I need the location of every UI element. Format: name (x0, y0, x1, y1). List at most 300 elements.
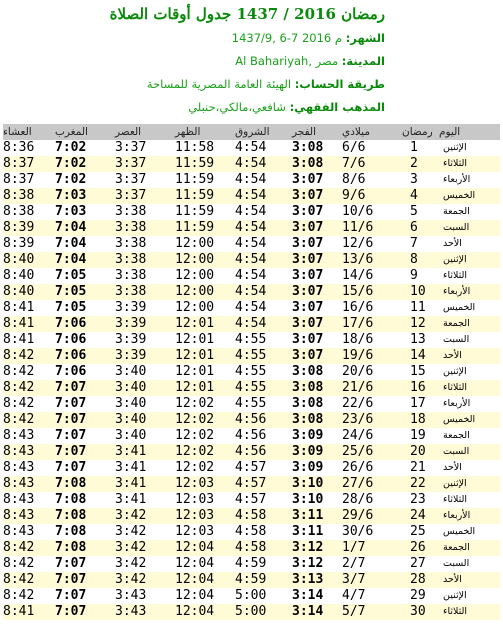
city-info (0, 53, 503, 69)
cell-sunrise: 4:54 (235, 252, 292, 268)
cell-maghrib: 7:06 (55, 316, 115, 332)
cell-day: الأربعاء (439, 284, 500, 300)
cell-day: الخميس (439, 524, 500, 540)
col-header-maghrib: المغرب (55, 124, 115, 140)
cell-isha: 8:41 (3, 332, 55, 348)
col-header-dhuhr: الظهر (175, 124, 235, 140)
prayer-times-table (3, 124, 500, 620)
cell-fajr: 3:08 (292, 396, 342, 412)
cell-maghrib: 7:07 (55, 460, 115, 476)
cell-ramadan: 20 (402, 444, 439, 460)
cell-ramadan: 22 (402, 476, 439, 492)
col-header-fajr: الفجر (292, 124, 342, 140)
cell-dhuhr: 11:59 (175, 172, 235, 188)
cell-gregorian: 1/7 (342, 540, 402, 556)
cell-fajr: 3:08 (292, 380, 342, 396)
cell-dhuhr: 12:04 (175, 556, 235, 572)
cell-isha: 8:42 (3, 540, 55, 556)
cell-dhuhr: 12:00 (175, 236, 235, 252)
cell-gregorian: 13/6 (342, 252, 402, 268)
cell-isha: 8:43 (3, 476, 55, 492)
table-row (3, 300, 500, 316)
month-label: الشهر: (345, 31, 385, 45)
cell-asr: 3:40 (115, 364, 175, 380)
cell-maghrib: 7:08 (55, 492, 115, 508)
cell-maghrib: 7:03 (55, 188, 115, 204)
cell-ramadan: 29 (402, 588, 439, 604)
cell-maghrib: 7:07 (55, 428, 115, 444)
cell-asr: 3:37 (115, 172, 175, 188)
cell-fajr: 3:07 (292, 332, 342, 348)
cell-fajr: 3:07 (292, 300, 342, 316)
cell-dhuhr: 12:04 (175, 588, 235, 604)
city-value: Al Bahariyah, مصر (235, 54, 339, 68)
table-row (3, 444, 500, 460)
cell-dhuhr: 12:03 (175, 524, 235, 540)
cell-day: الخميس (439, 300, 500, 316)
cell-ramadan: 24 (402, 508, 439, 524)
cell-gregorian: 19/6 (342, 348, 402, 364)
cell-ramadan: 1 (402, 140, 439, 156)
cell-asr: 3:42 (115, 508, 175, 524)
cell-ramadan: 8 (402, 252, 439, 268)
cell-dhuhr: 12:02 (175, 428, 235, 444)
cell-sunrise: 4:57 (235, 476, 292, 492)
cell-ramadan: 26 (402, 540, 439, 556)
cell-asr: 3:40 (115, 380, 175, 396)
cell-isha: 8:43 (3, 524, 55, 540)
cell-gregorian: 22/6 (342, 396, 402, 412)
cell-sunrise: 4:54 (235, 236, 292, 252)
cell-day: الثلاثاء (439, 380, 500, 396)
table-row (3, 556, 500, 572)
cell-fajr: 3:12 (292, 556, 342, 572)
cell-sunrise: 4:57 (235, 492, 292, 508)
cell-gregorian: 11/6 (342, 220, 402, 236)
cell-gregorian: 14/6 (342, 268, 402, 284)
cell-sunrise: 4:54 (235, 284, 292, 300)
cell-fajr: 3:07 (292, 284, 342, 300)
cell-isha: 8:41 (3, 316, 55, 332)
cell-ramadan: 14 (402, 348, 439, 364)
cell-isha: 8:42 (3, 380, 55, 396)
cell-dhuhr: 11:59 (175, 220, 235, 236)
cell-ramadan: 30 (402, 604, 439, 620)
cell-isha: 8:41 (3, 604, 55, 620)
cell-sunrise: 4:59 (235, 572, 292, 588)
table-body (3, 140, 500, 620)
cell-dhuhr: 12:00 (175, 284, 235, 300)
cell-dhuhr: 12:00 (175, 300, 235, 316)
cell-sunrise: 4:56 (235, 412, 292, 428)
table-row (3, 412, 500, 428)
cell-dhuhr: 12:01 (175, 316, 235, 332)
cell-gregorian: 21/6 (342, 380, 402, 396)
cell-fajr: 3:07 (292, 252, 342, 268)
cell-asr: 3:40 (115, 396, 175, 412)
cell-dhuhr: 12:02 (175, 396, 235, 412)
cell-sunrise: 4:56 (235, 428, 292, 444)
cell-dhuhr: 12:01 (175, 332, 235, 348)
madhab-value: شافعي،مالكي،حنبلي (188, 100, 286, 114)
cell-asr: 3:39 (115, 332, 175, 348)
cell-dhuhr: 12:02 (175, 460, 235, 476)
cell-isha: 8:41 (3, 300, 55, 316)
cell-sunrise: 4:58 (235, 524, 292, 540)
cell-ramadan: 10 (402, 284, 439, 300)
table-row (3, 348, 500, 364)
cell-maghrib: 7:08 (55, 540, 115, 556)
madhab-info (0, 99, 503, 115)
table-row (3, 268, 500, 284)
cell-asr: 3:37 (115, 188, 175, 204)
cell-fajr: 3:07 (292, 348, 342, 364)
cell-isha: 8:36 (3, 140, 55, 156)
table-row (3, 540, 500, 556)
cell-ramadan: 2 (402, 156, 439, 172)
cell-isha: 8:40 (3, 252, 55, 268)
cell-sunrise: 4:59 (235, 556, 292, 572)
cell-isha: 8:42 (3, 572, 55, 588)
method-info (0, 76, 503, 92)
cell-isha: 8:42 (3, 364, 55, 380)
cell-asr: 3:38 (115, 268, 175, 284)
cell-dhuhr: 12:03 (175, 492, 235, 508)
cell-dhuhr: 12:02 (175, 444, 235, 460)
cell-fajr: 3:14 (292, 588, 342, 604)
cell-gregorian: 24/6 (342, 428, 402, 444)
cell-isha: 8:43 (3, 492, 55, 508)
city-label: المدينة: (341, 54, 385, 68)
cell-sunrise: 4:55 (235, 348, 292, 364)
cell-sunrise: 4:54 (235, 268, 292, 284)
cell-sunrise: 4:54 (235, 300, 292, 316)
cell-fajr: 3:08 (292, 364, 342, 380)
table-row (3, 204, 500, 220)
cell-fajr: 3:12 (292, 540, 342, 556)
cell-gregorian: 10/6 (342, 204, 402, 220)
cell-day: الأربعاء (439, 172, 500, 188)
cell-isha: 8:43 (3, 460, 55, 476)
cell-isha: 8:39 (3, 220, 55, 236)
table-row (3, 172, 500, 188)
cell-isha: 8:40 (3, 284, 55, 300)
cell-gregorian: 30/6 (342, 524, 402, 540)
cell-ramadan: 6 (402, 220, 439, 236)
table-row (3, 316, 500, 332)
table-row (3, 284, 500, 300)
cell-gregorian: 26/6 (342, 460, 402, 476)
cell-day: الثلاثاء (439, 492, 500, 508)
col-header-ramadan: رمضان (402, 124, 439, 140)
cell-fajr: 3:07 (292, 236, 342, 252)
cell-sunrise: 5:00 (235, 604, 292, 620)
cell-ramadan: 5 (402, 204, 439, 220)
cell-gregorian: 4/7 (342, 588, 402, 604)
cell-fajr: 3:07 (292, 204, 342, 220)
cell-asr: 3:43 (115, 604, 175, 620)
cell-dhuhr: 12:04 (175, 540, 235, 556)
cell-isha: 8:42 (3, 556, 55, 572)
cell-asr: 3:43 (115, 588, 175, 604)
cell-gregorian: 16/6 (342, 300, 402, 316)
cell-day: الخميس (439, 412, 500, 428)
cell-gregorian: 23/6 (342, 412, 402, 428)
cell-gregorian: 6/6 (342, 140, 402, 156)
cell-isha: 8:40 (3, 268, 55, 284)
table-row (3, 396, 500, 412)
cell-day: السبت (439, 332, 500, 348)
cell-ramadan: 17 (402, 396, 439, 412)
madhab-label: المذهب الفقهي: (289, 100, 385, 114)
table-row (3, 588, 500, 604)
cell-sunrise: 4:54 (235, 140, 292, 156)
cell-isha: 8:43 (3, 444, 55, 460)
table-row (3, 460, 500, 476)
cell-fajr: 3:11 (292, 524, 342, 540)
table-row (3, 572, 500, 588)
cell-asr: 3:41 (115, 476, 175, 492)
cell-sunrise: 4:55 (235, 364, 292, 380)
cell-gregorian: 18/6 (342, 332, 402, 348)
cell-gregorian: 3/7 (342, 572, 402, 588)
cell-day: الجمعة (439, 316, 500, 332)
table-row (3, 604, 500, 620)
cell-asr: 3:41 (115, 492, 175, 508)
cell-asr: 3:42 (115, 540, 175, 556)
col-header-asr: العصر (115, 124, 175, 140)
table-row (3, 492, 500, 508)
cell-sunrise: 4:55 (235, 396, 292, 412)
cell-maghrib: 7:05 (55, 284, 115, 300)
cell-fajr: 3:10 (292, 492, 342, 508)
cell-fajr: 3:07 (292, 188, 342, 204)
cell-maghrib: 7:07 (55, 572, 115, 588)
cell-maghrib: 7:07 (55, 412, 115, 428)
cell-isha: 8:43 (3, 428, 55, 444)
cell-isha: 8:42 (3, 412, 55, 428)
cell-maghrib: 7:04 (55, 220, 115, 236)
cell-fajr: 3:08 (292, 412, 342, 428)
cell-dhuhr: 12:01 (175, 348, 235, 364)
cell-sunrise: 4:55 (235, 332, 292, 348)
cell-day: الإثنين (439, 140, 500, 156)
cell-sunrise: 4:54 (235, 204, 292, 220)
cell-fajr: 3:07 (292, 172, 342, 188)
cell-fajr: 3:08 (292, 156, 342, 172)
cell-fajr: 3:14 (292, 604, 342, 620)
table-row (3, 236, 500, 252)
cell-fajr: 3:10 (292, 476, 342, 492)
cell-isha: 8:38 (3, 188, 55, 204)
cell-asr: 3:38 (115, 220, 175, 236)
cell-maghrib: 7:07 (55, 556, 115, 572)
cell-maghrib: 7:03 (55, 204, 115, 220)
cell-maghrib: 7:02 (55, 172, 115, 188)
cell-day: السبت (439, 556, 500, 572)
cell-isha: 8:37 (3, 156, 55, 172)
cell-day: الإثنين (439, 588, 500, 604)
cell-maghrib: 7:08 (55, 476, 115, 492)
cell-day: السبت (439, 444, 500, 460)
cell-ramadan: 3 (402, 172, 439, 188)
cell-day: الإثنين (439, 364, 500, 380)
table-row (3, 140, 500, 156)
cell-sunrise: 4:54 (235, 188, 292, 204)
cell-dhuhr: 12:00 (175, 268, 235, 284)
table-row (3, 332, 500, 348)
cell-dhuhr: 12:02 (175, 412, 235, 428)
cell-dhuhr: 11:59 (175, 188, 235, 204)
cell-gregorian: 2/7 (342, 556, 402, 572)
cell-maghrib: 7:06 (55, 348, 115, 364)
cell-maghrib: 7:07 (55, 396, 115, 412)
cell-day: الثلاثاء (439, 156, 500, 172)
cell-fajr: 3:09 (292, 460, 342, 476)
cell-maghrib: 7:08 (55, 508, 115, 524)
cell-fajr: 3:07 (292, 268, 342, 284)
cell-ramadan: 11 (402, 300, 439, 316)
cell-sunrise: 4:57 (235, 460, 292, 476)
table-header-row (3, 124, 500, 140)
cell-ramadan: 18 (402, 412, 439, 428)
cell-sunrise: 4:54 (235, 172, 292, 188)
cell-maghrib: 7:06 (55, 332, 115, 348)
cell-asr: 3:41 (115, 460, 175, 476)
col-header-gregorian: ميلادي (342, 124, 402, 140)
cell-ramadan: 21 (402, 460, 439, 476)
table-row (3, 476, 500, 492)
table-row (3, 156, 500, 172)
cell-day: الأحد (439, 236, 500, 252)
cell-asr: 3:39 (115, 316, 175, 332)
cell-asr: 3:42 (115, 524, 175, 540)
cell-ramadan: 27 (402, 556, 439, 572)
method-value: الهيئة العامة المصرية للمساحة (146, 77, 292, 91)
header (0, 4, 503, 122)
cell-gregorian: 8/6 (342, 172, 402, 188)
cell-sunrise: 4:54 (235, 156, 292, 172)
cell-day: الجمعة (439, 204, 500, 220)
cell-asr: 3:39 (115, 348, 175, 364)
cell-dhuhr: 12:00 (175, 252, 235, 268)
cell-fajr: 3:13 (292, 572, 342, 588)
cell-isha: 8:39 (3, 236, 55, 252)
cell-ramadan: 9 (402, 268, 439, 284)
cell-isha: 8:42 (3, 348, 55, 364)
cell-day: الأربعاء (439, 396, 500, 412)
table-row (3, 524, 500, 540)
cell-asr: 3:42 (115, 556, 175, 572)
cell-gregorian: 5/7 (342, 604, 402, 620)
cell-maghrib: 7:07 (55, 444, 115, 460)
cell-gregorian: 20/6 (342, 364, 402, 380)
cell-asr: 3:38 (115, 236, 175, 252)
cell-maghrib: 7:04 (55, 236, 115, 252)
cell-day: الأحد (439, 460, 500, 476)
cell-fajr: 3:09 (292, 428, 342, 444)
cell-sunrise: 4:54 (235, 220, 292, 236)
table-row (3, 252, 500, 268)
cell-maghrib: 7:07 (55, 604, 115, 620)
cell-maghrib: 7:05 (55, 300, 115, 316)
cell-ramadan: 16 (402, 380, 439, 396)
cell-gregorian: 9/6 (342, 188, 402, 204)
cell-asr: 3:38 (115, 284, 175, 300)
cell-dhuhr: 11:58 (175, 140, 235, 156)
cell-gregorian: 15/6 (342, 284, 402, 300)
cell-dhuhr: 11:59 (175, 204, 235, 220)
table-row (3, 508, 500, 524)
cell-dhuhr: 12:01 (175, 380, 235, 396)
month-value: 1437/9, 6-7 2016 م (231, 31, 343, 45)
cell-asr: 3:40 (115, 412, 175, 428)
cell-sunrise: 4:55 (235, 380, 292, 396)
cell-gregorian: 12/6 (342, 236, 402, 252)
cell-dhuhr: 11:59 (175, 156, 235, 172)
cell-maghrib: 7:02 (55, 140, 115, 156)
cell-day: الجمعة (439, 540, 500, 556)
cell-dhuhr: 12:03 (175, 476, 235, 492)
cell-day: الأربعاء (439, 508, 500, 524)
table-row (3, 428, 500, 444)
cell-fajr: 3:11 (292, 508, 342, 524)
cell-asr: 3:37 (115, 140, 175, 156)
cell-maghrib: 7:05 (55, 268, 115, 284)
table-row (3, 380, 500, 396)
cell-dhuhr: 12:01 (175, 364, 235, 380)
cell-fajr: 3:09 (292, 444, 342, 460)
cell-asr: 3:42 (115, 572, 175, 588)
cell-isha: 8:42 (3, 588, 55, 604)
cell-dhuhr: 12:03 (175, 508, 235, 524)
cell-day: الثلاثاء (439, 604, 500, 620)
cell-maghrib: 7:08 (55, 524, 115, 540)
cell-sunrise: 5:00 (235, 588, 292, 604)
cell-day: الثلاثاء (439, 268, 500, 284)
cell-day: الإثنين (439, 476, 500, 492)
cell-isha: 8:37 (3, 172, 55, 188)
cell-ramadan: 7 (402, 236, 439, 252)
col-header-isha: العشاء (3, 124, 55, 140)
cell-maghrib: 7:04 (55, 252, 115, 268)
cell-ramadan: 25 (402, 524, 439, 540)
cell-gregorian: 17/6 (342, 316, 402, 332)
cell-asr: 3:38 (115, 252, 175, 268)
page-title: رمضان 2016 / 1437 جدول أوقات الصلاة (109, 5, 385, 23)
cell-sunrise: 4:58 (235, 508, 292, 524)
cell-isha: 8:42 (3, 396, 55, 412)
cell-ramadan: 4 (402, 188, 439, 204)
cell-asr: 3:41 (115, 444, 175, 460)
cell-gregorian: 7/6 (342, 156, 402, 172)
cell-sunrise: 4:58 (235, 540, 292, 556)
col-header-day: اليوم (439, 124, 500, 140)
cell-day: الأحد (439, 572, 500, 588)
cell-dhuhr: 12:04 (175, 604, 235, 620)
cell-sunrise: 4:54 (235, 316, 292, 332)
cell-maghrib: 7:07 (55, 380, 115, 396)
cell-maghrib: 7:06 (55, 364, 115, 380)
cell-asr: 3:40 (115, 428, 175, 444)
table-row (3, 364, 500, 380)
cell-maghrib: 7:07 (55, 588, 115, 604)
cell-ramadan: 12 (402, 316, 439, 332)
cell-day: الإثنين (439, 252, 500, 268)
cell-gregorian: 28/6 (342, 492, 402, 508)
cell-gregorian: 25/6 (342, 444, 402, 460)
month-info (0, 30, 503, 46)
